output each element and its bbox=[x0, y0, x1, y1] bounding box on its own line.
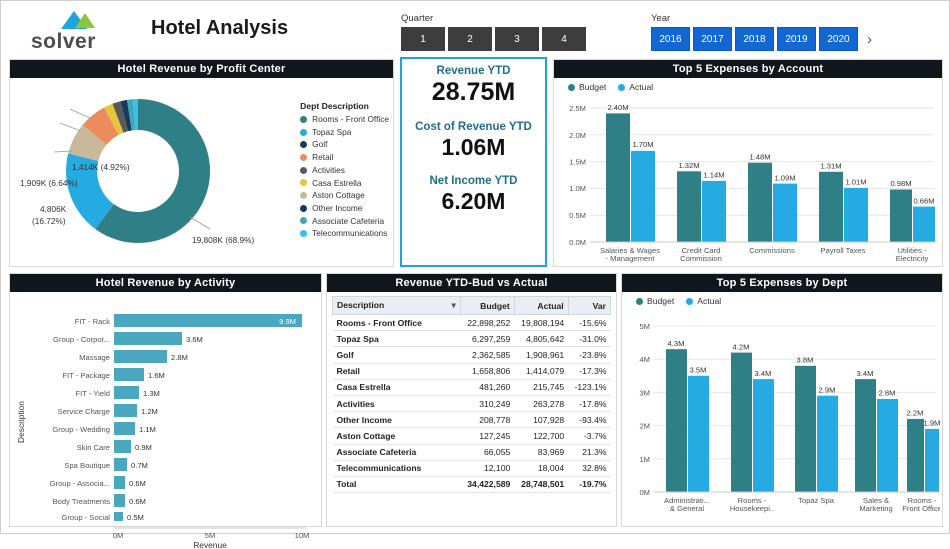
cell-budget: 6,297,259 bbox=[460, 331, 514, 347]
svg-text:0.0M: 0.0M bbox=[569, 238, 586, 247]
svg-text:2M: 2M bbox=[639, 421, 650, 431]
legend-label: Casa Estrella bbox=[312, 177, 362, 188]
svg-text:Payroll Taxes: Payroll Taxes bbox=[820, 246, 866, 255]
svg-text:Group - Social: Group - Social bbox=[61, 513, 110, 522]
legend-title: Dept Description bbox=[300, 101, 369, 111]
legend-dot-icon bbox=[636, 298, 643, 305]
donut-chart[interactable] bbox=[10, 78, 393, 265]
cell-budget: 2,362,585 bbox=[460, 347, 514, 363]
legend-label: Topaz Spa bbox=[312, 126, 352, 137]
cell-actual: 107,928 bbox=[514, 412, 568, 428]
legend-item-other-income[interactable] bbox=[300, 204, 389, 213]
table-row[interactable] bbox=[333, 395, 611, 411]
legend-label: Other Income bbox=[312, 202, 363, 213]
panel-title-activity: Hotel Revenue by Activity bbox=[10, 274, 321, 292]
legend-dot-icon bbox=[300, 154, 307, 161]
year-button-2019[interactable]: 2019 bbox=[777, 27, 816, 51]
svg-text:& General: & General bbox=[669, 504, 705, 513]
cell-description: Telecommunications bbox=[333, 460, 461, 476]
svg-text:4.2M: 4.2M bbox=[732, 342, 750, 352]
cell-var: -17.3% bbox=[568, 363, 610, 379]
svg-text:Administrati...: Administrati... bbox=[664, 496, 710, 505]
legend-item-activities[interactable] bbox=[300, 166, 389, 175]
svg-text:2.5M: 2.5M bbox=[569, 104, 586, 113]
svg-text:Topaz Spa: Topaz Spa bbox=[798, 496, 834, 505]
quarter-button-1[interactable]: 1 bbox=[401, 27, 445, 51]
cell-total-var: -19.7% bbox=[568, 476, 610, 492]
svg-text:Marketing: Marketing bbox=[859, 504, 893, 513]
cell-actual: 1,908,961 bbox=[514, 347, 568, 363]
table-row[interactable] bbox=[333, 412, 611, 428]
legend-label: Aston Cottage bbox=[312, 190, 365, 201]
svg-text:Skin Care: Skin Care bbox=[76, 443, 110, 452]
svg-text:1.48M: 1.48M bbox=[749, 152, 771, 162]
panel-kpi-cards bbox=[400, 57, 547, 267]
table-row[interactable] bbox=[333, 331, 611, 347]
kpi-net-income-label: Net Income YTD bbox=[429, 175, 518, 187]
svg-text:Sales &: Sales & bbox=[862, 496, 890, 505]
cell-actual: 19,808,194 bbox=[514, 315, 568, 331]
legend-dot-icon bbox=[300, 217, 307, 224]
cell-description: Rooms - Front Office bbox=[333, 315, 461, 331]
cell-actual: 18,004 bbox=[514, 460, 568, 476]
legend-item-telecommunications[interactable] bbox=[300, 229, 389, 238]
svg-text:0.6M: 0.6M bbox=[129, 497, 146, 506]
logo-triangle-green-icon bbox=[75, 13, 95, 28]
legend-dot-icon bbox=[618, 84, 625, 91]
donut-callout-topaz: 4,806K bbox=[40, 204, 67, 214]
quarter-button-4[interactable]: 4 bbox=[542, 27, 586, 51]
chevron-right-icon[interactable]: › bbox=[867, 30, 872, 48]
cell-var: -3.7% bbox=[568, 428, 610, 444]
legend-item-topaz-spa[interactable] bbox=[300, 128, 389, 137]
cell-budget: 66,055 bbox=[460, 444, 514, 460]
svg-text:1.6M: 1.6M bbox=[148, 371, 165, 380]
svg-text:1.9M: 1.9M bbox=[923, 418, 940, 428]
cell-description: Activities bbox=[333, 395, 461, 411]
svg-text:FIT - Yield: FIT - Yield bbox=[75, 389, 110, 398]
year-slicer bbox=[651, 13, 872, 51]
svg-text:FIT - Package: FIT - Package bbox=[62, 371, 110, 380]
svg-text:Group - Associa...: Group - Associa... bbox=[49, 479, 110, 488]
svg-text:0.6M: 0.6M bbox=[129, 479, 146, 488]
legend-item-rooms-front-office[interactable] bbox=[300, 115, 389, 124]
svg-text:2.40M: 2.40M bbox=[607, 103, 629, 112]
column-header-actual[interactable]: Actual bbox=[514, 297, 568, 315]
revenue-table[interactable] bbox=[332, 296, 611, 493]
table-row[interactable] bbox=[333, 347, 611, 363]
quarter-button-2[interactable]: 2 bbox=[448, 27, 492, 51]
kpi-net-income-value: 6.20M bbox=[441, 188, 506, 214]
legend-item-budget[interactable] bbox=[568, 82, 606, 92]
svg-text:2.9M: 2.9M bbox=[818, 385, 836, 395]
column-header-budget[interactable]: Budget bbox=[460, 297, 514, 315]
cell-var: -123.1% bbox=[568, 379, 610, 395]
svg-text:0.7M: 0.7M bbox=[131, 461, 148, 470]
donut-callout-retail: 1,414K (4.92%) bbox=[72, 162, 130, 172]
cell-var: -23.8% bbox=[568, 347, 610, 363]
svg-text:4.3M: 4.3M bbox=[667, 339, 685, 348]
table-total-row bbox=[333, 476, 611, 492]
svg-text:Electricity: Electricity bbox=[895, 254, 929, 263]
cell-budget: 310,249 bbox=[460, 395, 514, 411]
svg-text:1.31M: 1.31M bbox=[820, 161, 842, 171]
svg-text:Massage: Massage bbox=[79, 353, 110, 362]
svg-text:0M: 0M bbox=[112, 531, 124, 540]
kpi-cost-value: 1.06M bbox=[441, 134, 506, 160]
table-header-row bbox=[333, 297, 611, 315]
legend-item-aston-cottage[interactable] bbox=[300, 191, 389, 200]
svg-text:5M: 5M bbox=[639, 322, 650, 331]
svg-text:0M: 0M bbox=[639, 488, 650, 497]
legend-dot-icon bbox=[300, 230, 307, 237]
column-header-description[interactable]: Description ▾ bbox=[333, 297, 461, 315]
cell-budget: 1,658,806 bbox=[460, 363, 514, 379]
legend-item-retail[interactable] bbox=[300, 153, 389, 162]
svg-text:0.5M: 0.5M bbox=[569, 211, 586, 220]
table-row[interactable] bbox=[333, 428, 611, 444]
cell-actual: 83,969 bbox=[514, 444, 568, 460]
svg-text:Group - Corpor...: Group - Corpor... bbox=[53, 335, 110, 344]
svg-text:2.8M: 2.8M bbox=[878, 388, 896, 398]
svg-text:Front Office: Front Office bbox=[902, 504, 940, 513]
cell-description: Golf bbox=[333, 347, 461, 363]
cell-actual: 1,414,079 bbox=[514, 363, 568, 379]
legend-item-casa-estrella[interactable] bbox=[300, 179, 389, 188]
cell-var: -93.4% bbox=[568, 412, 610, 428]
cell-description: Retail bbox=[333, 363, 461, 379]
svg-text:Housekeepi..: Housekeepi.. bbox=[729, 504, 775, 513]
legend-dot-icon bbox=[568, 84, 575, 91]
svg-text:Service Charge: Service Charge bbox=[57, 407, 110, 416]
dept-bar-chart[interactable] bbox=[622, 306, 940, 524]
legend-label: Retail bbox=[312, 152, 334, 163]
svg-text:5M: 5M bbox=[204, 531, 216, 540]
legend-dot-icon bbox=[300, 192, 307, 199]
legend-label: Activities bbox=[312, 164, 345, 175]
svg-text:Rooms -: Rooms - bbox=[907, 496, 937, 505]
svg-text:Commissions: Commissions bbox=[749, 246, 795, 255]
donut-callout-golf: 1,909K (6.64%) bbox=[20, 178, 78, 188]
legend-item-budget[interactable] bbox=[636, 296, 674, 306]
svg-text:1.70M: 1.70M bbox=[632, 140, 654, 149]
kpi-cost-label: Cost of Revenue YTD bbox=[415, 121, 532, 133]
cell-total-budget: 34,422,589 bbox=[460, 476, 514, 492]
svg-text:1.32M: 1.32M bbox=[678, 161, 700, 170]
svg-text:1.14M: 1.14M bbox=[703, 170, 725, 180]
svg-text:Description: Description bbox=[16, 401, 26, 443]
svg-text:Rooms -: Rooms - bbox=[737, 496, 767, 505]
legend-dot-icon bbox=[300, 179, 307, 186]
legend-dot-icon bbox=[300, 116, 307, 123]
legend-item-associate-cafeteria[interactable] bbox=[300, 217, 389, 226]
year-slicer-label: Year bbox=[651, 13, 671, 24]
donut-callout-rooms: 19,808K (68.9%) bbox=[192, 235, 255, 245]
panel-title-table: Revenue YTD-Bud vs Actual bbox=[327, 274, 616, 292]
year-button-2017[interactable]: 2017 bbox=[693, 27, 732, 51]
svg-text:Revenue: Revenue bbox=[193, 540, 227, 549]
svg-text:Salaries & Wages: Salaries & Wages bbox=[599, 246, 661, 255]
svg-text:0.98M: 0.98M bbox=[890, 179, 912, 189]
legend-dot-icon bbox=[300, 167, 307, 174]
year-button-2016[interactable]: 2016 bbox=[651, 27, 690, 51]
svg-text:3.8M: 3.8M bbox=[796, 355, 814, 365]
svg-text:1M: 1M bbox=[639, 455, 650, 464]
svg-text:Utilities -: Utilities - bbox=[897, 246, 927, 255]
quarter-button-3[interactable]: 3 bbox=[495, 27, 539, 51]
cell-budget: 127,245 bbox=[460, 428, 514, 444]
svg-text:0.9M: 0.9M bbox=[135, 443, 152, 452]
svg-text:1.5M: 1.5M bbox=[569, 157, 586, 167]
svg-text:1.3M: 1.3M bbox=[143, 389, 160, 398]
svg-text:1.1M: 1.1M bbox=[139, 425, 156, 434]
year-button-2018[interactable]: 2018 bbox=[735, 27, 774, 51]
svg-text:0.5M: 0.5M bbox=[127, 513, 144, 522]
cell-budget: 481,260 bbox=[460, 379, 514, 395]
sort-descending-icon[interactable]: ▾ bbox=[451, 300, 456, 310]
svg-text:3.5M: 3.5M bbox=[689, 365, 707, 375]
cell-var: -15.6% bbox=[568, 315, 610, 331]
legend-dot-icon bbox=[300, 129, 307, 136]
cell-description: Aston Cottage bbox=[333, 428, 461, 444]
panel-top5-expenses-by-dept bbox=[621, 273, 943, 527]
cell-total-actual: 28,748,501 bbox=[514, 476, 568, 492]
svg-text:3.6M: 3.6M bbox=[186, 335, 203, 344]
svg-text:Group - Wedding: Group - Wedding bbox=[52, 425, 110, 434]
cell-description: Other Income bbox=[333, 412, 461, 428]
svg-text:2.8M: 2.8M bbox=[171, 353, 188, 362]
legend-dot-icon bbox=[300, 141, 307, 148]
svg-text:4M: 4M bbox=[639, 355, 650, 365]
panel-hotel-revenue-by-profit-center bbox=[9, 59, 394, 267]
cell-budget: 208,778 bbox=[460, 412, 514, 428]
activity-x-axis bbox=[10, 527, 321, 549]
table-row[interactable] bbox=[333, 379, 611, 395]
account-chart-legend bbox=[554, 78, 942, 92]
logo-wordmark: solver bbox=[31, 30, 96, 53]
legend-label: Budget bbox=[647, 296, 675, 306]
svg-text:3.4M: 3.4M bbox=[856, 368, 874, 378]
account-bar-chart[interactable] bbox=[554, 92, 940, 264]
page-title: Hotel Analysis bbox=[151, 17, 289, 39]
svg-text:FIT - Rack: FIT - Rack bbox=[74, 317, 110, 326]
svg-text:1.0M: 1.0M bbox=[569, 184, 586, 193]
panel-top5-expenses-by-account bbox=[553, 59, 943, 267]
cell-budget: 12,100 bbox=[460, 460, 514, 476]
activity-bar-chart[interactable] bbox=[10, 292, 321, 522]
panel-title-donut: Hotel Revenue by Profit Center bbox=[10, 60, 393, 78]
kpi-revenue-value: 28.75M bbox=[431, 78, 516, 106]
cell-budget: 22,898,252 bbox=[460, 315, 514, 331]
svg-text:Spa Boutique: Spa Boutique bbox=[64, 461, 110, 470]
legend-label: Actual bbox=[629, 82, 654, 92]
quarter-slicer-label: Quarter bbox=[401, 13, 434, 24]
panel-hotel-revenue-by-activity bbox=[9, 273, 322, 549]
table-row[interactable] bbox=[333, 460, 611, 476]
legend-item-actual[interactable] bbox=[686, 296, 721, 306]
svg-text:3M: 3M bbox=[639, 388, 650, 398]
panel-title-dept: Top 5 Expenses by Dept bbox=[622, 274, 942, 292]
cell-actual: 215,745 bbox=[514, 379, 568, 395]
legend-label: Golf bbox=[312, 139, 328, 150]
dept-chart-legend bbox=[622, 292, 942, 306]
legend-item-actual[interactable] bbox=[618, 82, 653, 92]
svg-text:1.2M: 1.2M bbox=[141, 407, 158, 416]
legend-dot-icon bbox=[686, 298, 693, 305]
solver-logo bbox=[23, 11, 128, 51]
cell-actual: 122,700 bbox=[514, 428, 568, 444]
legend-label: Telecommunications bbox=[312, 228, 388, 239]
legend-dot-icon bbox=[300, 205, 307, 212]
svg-text:- Management: - Management bbox=[605, 254, 655, 263]
svg-text:1.01M: 1.01M bbox=[845, 177, 867, 187]
svg-text:Commission: Commission bbox=[680, 254, 722, 263]
cell-var: -31.0% bbox=[568, 331, 610, 347]
cell-var: -17.8% bbox=[568, 395, 610, 411]
cell-var: 32.8% bbox=[568, 460, 610, 476]
column-header-var[interactable]: Var bbox=[568, 297, 610, 315]
legend-label: Associate Cafeteria bbox=[312, 215, 385, 226]
svg-text:0.66M: 0.66M bbox=[913, 196, 935, 206]
donut-legend bbox=[300, 102, 389, 242]
table-row[interactable] bbox=[333, 363, 611, 379]
svg-text:10M: 10M bbox=[294, 531, 310, 540]
cell-description: Casa Estrella bbox=[333, 379, 461, 395]
svg-text:Body Treatments: Body Treatments bbox=[52, 497, 110, 506]
panel-title-account: Top 5 Expenses by Account bbox=[554, 60, 942, 78]
cell-actual: 263,278 bbox=[514, 395, 568, 411]
legend-item-golf[interactable] bbox=[300, 140, 389, 149]
svg-text:Credit Card: Credit Card bbox=[681, 246, 721, 255]
svg-text:1.09M: 1.09M bbox=[774, 173, 796, 183]
year-button-2020[interactable]: 2020 bbox=[819, 27, 858, 51]
cell-actual: 4,805,642 bbox=[514, 331, 568, 347]
panel-revenue-ytd-bud-vs-actual bbox=[326, 273, 617, 527]
kpi-revenue-label: Revenue YTD bbox=[436, 65, 511, 77]
legend-label: Rooms - Front Office bbox=[312, 114, 389, 125]
legend-label: Actual bbox=[697, 296, 722, 306]
cell-description: Associate Cafeteria bbox=[333, 444, 461, 460]
svg-text:2.0M: 2.0M bbox=[569, 130, 586, 140]
cell-description: Topaz Spa bbox=[333, 331, 461, 347]
donut-callout-topaz-pct: (16.72%) bbox=[32, 216, 66, 226]
table-row[interactable] bbox=[333, 315, 611, 331]
svg-text:9.9M: 9.9M bbox=[279, 317, 296, 326]
cell-var: 21.3% bbox=[568, 444, 610, 460]
legend-label: Budget bbox=[579, 82, 607, 92]
table-row[interactable] bbox=[333, 444, 611, 460]
cell-total-label: Total bbox=[333, 476, 461, 492]
svg-text:3.4M: 3.4M bbox=[754, 368, 772, 378]
svg-text:2.2M: 2.2M bbox=[906, 408, 924, 418]
quarter-slicer bbox=[401, 13, 586, 51]
